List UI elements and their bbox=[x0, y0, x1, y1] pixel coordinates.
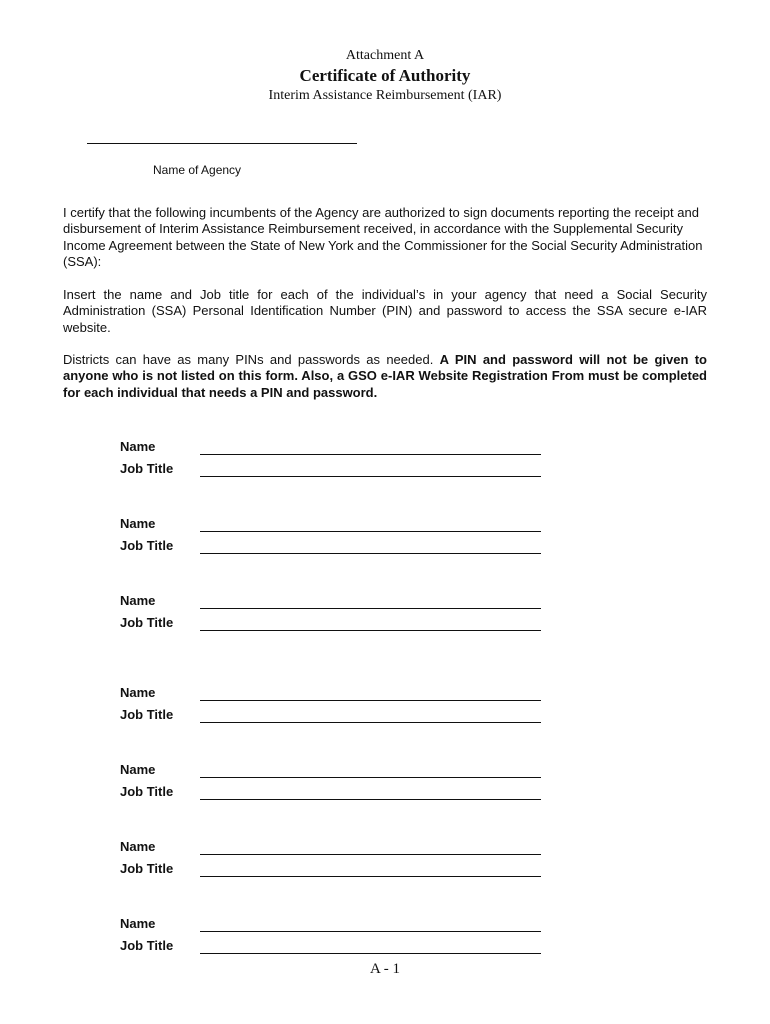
name-line[interactable] bbox=[200, 854, 541, 855]
name-label: Name bbox=[120, 516, 156, 531]
name-label: Name bbox=[120, 762, 156, 777]
job-title-line[interactable] bbox=[200, 799, 541, 800]
incumbent-entry bbox=[120, 916, 550, 962]
incumbent-entry bbox=[120, 593, 550, 639]
job-title-line[interactable] bbox=[200, 476, 541, 477]
instructions-paragraph: Insert the name and Job title for each of the individual’s in your agency that need a Social Security Administration (SSA) Personal Identification Number (PIN) and password to access the SSA secure e-IAR website. bbox=[63, 287, 707, 335]
job-title-line[interactable] bbox=[200, 553, 541, 554]
notice-paragraph bbox=[63, 352, 707, 401]
job-title-label: Job Title bbox=[120, 784, 174, 799]
name-label: Name bbox=[120, 685, 156, 700]
name-line[interactable] bbox=[200, 608, 541, 609]
name-line[interactable] bbox=[200, 777, 541, 778]
page-subtitle: Interim Assistance Reimbursement (IAR) bbox=[268, 88, 502, 103]
name-line[interactable] bbox=[200, 700, 541, 701]
job-title-label: Job Title bbox=[120, 538, 174, 553]
name-line[interactable] bbox=[200, 454, 541, 455]
incumbent-entry bbox=[120, 516, 550, 562]
job-title-line[interactable] bbox=[200, 722, 541, 723]
name-label: Name bbox=[120, 916, 156, 931]
job-title-label: Job Title bbox=[120, 938, 174, 953]
job-title-line[interactable] bbox=[200, 876, 541, 877]
name-label: Name bbox=[120, 839, 156, 854]
incumbent-entry bbox=[120, 685, 550, 731]
incumbent-entry bbox=[120, 762, 550, 808]
job-title-line[interactable] bbox=[200, 953, 541, 954]
attachment-label: Attachment A bbox=[345, 48, 425, 63]
incumbent-entry bbox=[120, 839, 550, 885]
job-title-label: Job Title bbox=[120, 461, 174, 476]
job-title-label: Job Title bbox=[120, 615, 174, 630]
certification-paragraph: I certify that the following incumbents of the Agency are authorized to sign documents reporting the receipt and disbursement of Interim Assistance Reimbursement received, in accordance with the Supplemental Security Income Agreement between the State of New York and the Commissioner for the Social Security Administration (SSA): bbox=[63, 205, 703, 269]
name-line[interactable] bbox=[200, 931, 541, 932]
agency-name-line[interactable] bbox=[87, 143, 357, 144]
job-title-label: Job Title bbox=[120, 707, 174, 722]
page-title: Certificate of Authority bbox=[299, 66, 471, 85]
name-label: Name bbox=[120, 593, 156, 608]
page-number: A - 1 bbox=[370, 961, 400, 977]
job-title-label: Job Title bbox=[120, 861, 174, 876]
name-label: Name bbox=[120, 439, 156, 454]
name-line[interactable] bbox=[200, 531, 541, 532]
notice-bold-text: A PIN and password will not be given to anyone who is not listed on this form. Also, a GSO e-IAR Website Registration From must be completed for each individual that needs a PIN and password. bbox=[63, 352, 707, 400]
agency-name-label: Name of Agency bbox=[153, 163, 242, 177]
incumbent-entry bbox=[120, 439, 550, 485]
notice-text: Districts can have as many PINs and passwords as needed. bbox=[63, 352, 434, 367]
job-title-line[interactable] bbox=[200, 630, 541, 631]
